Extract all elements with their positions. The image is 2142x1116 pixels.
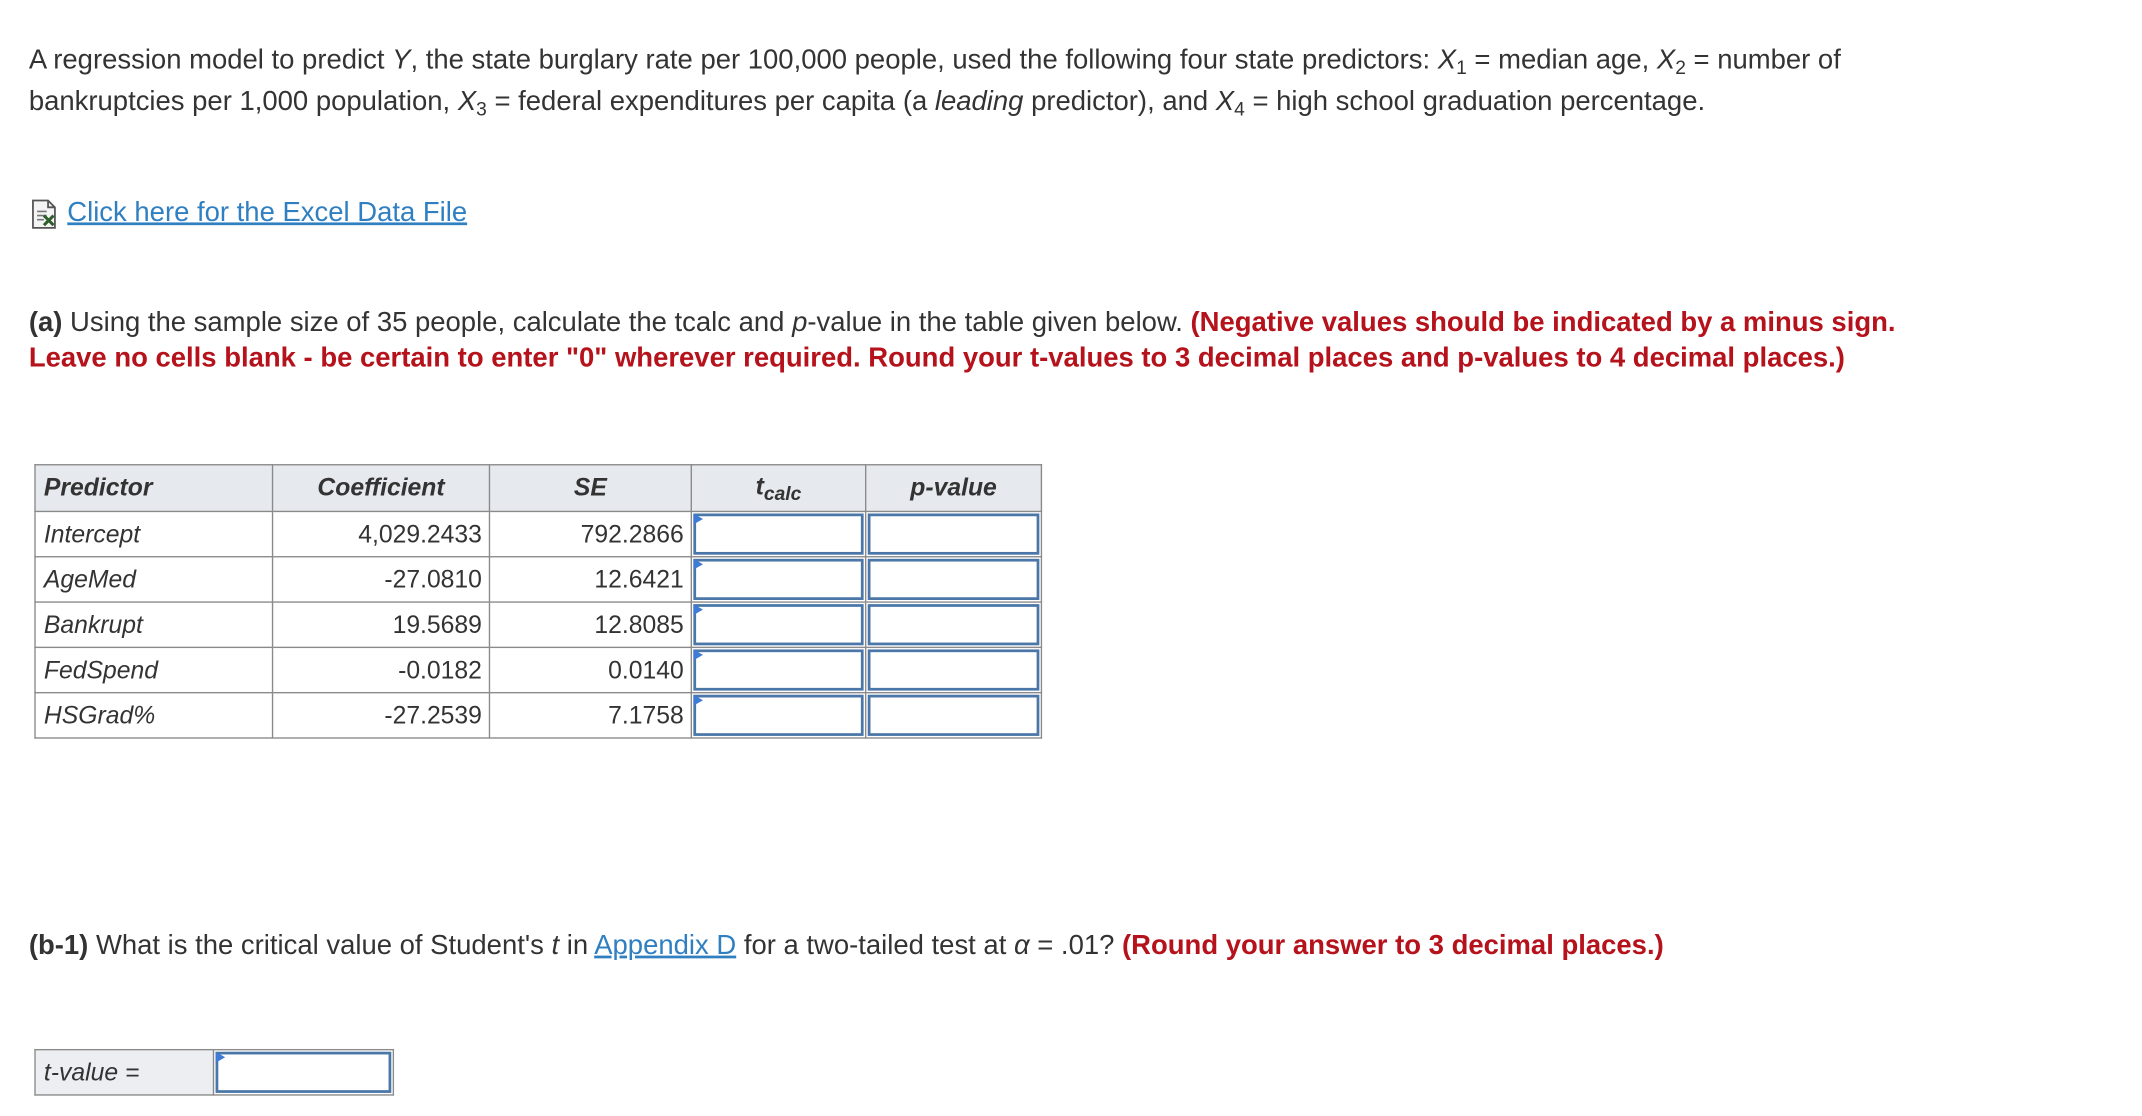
input-marker-icon	[693, 649, 703, 660]
header-pvalue: p-value	[866, 465, 1042, 512]
excel-data-link-text[interactable]: Click here for the Excel Data File	[67, 197, 468, 228]
pvalue-input[interactable]	[866, 693, 1042, 738]
table-row	[35, 693, 1041, 738]
header-coefficient: Coefficient	[273, 465, 490, 512]
pvalue-input[interactable]	[866, 647, 1042, 692]
header-predictor: Predictor	[35, 465, 273, 512]
predictor-cell: FedSpend	[35, 647, 273, 692]
coefficient-cell: -27.2539	[273, 693, 490, 738]
tcalc-input[interactable]	[691, 693, 865, 738]
coefficient-cell: 4,029.2433	[273, 511, 490, 556]
tcalc-input[interactable]	[691, 602, 865, 647]
part-a-instruction: (Negative values should be indicated by a minus sign. Leave no cells blank - be certain to enter "0" wherever required. Round your t-values to 3 decimal places and p-values to 4 decimal places.)	[28, 307, 1896, 374]
tcalc-input[interactable]	[691, 647, 865, 692]
se-cell: 12.8085	[489, 602, 691, 647]
header-se: SE	[489, 465, 691, 512]
input-marker-icon	[216, 1052, 226, 1063]
t-value-input[interactable]	[214, 1050, 394, 1095]
table-row	[35, 602, 1041, 647]
input-marker-icon	[693, 604, 703, 615]
tcalc-input[interactable]	[691, 511, 865, 556]
tcalc-input[interactable]	[691, 557, 865, 602]
se-cell: 0.0140	[489, 647, 691, 692]
predictor-cell: Bankrupt	[35, 602, 273, 647]
excel-file-icon	[29, 198, 59, 228]
excel-data-link[interactable]	[29, 198, 467, 230]
problem-statement: A regression model to predict Y, the state burglary rate per 100,000 people, used the following four state predictors: $X_1$ = median age, $X_2$ = number of bankruptcies per 1,000 population, $X_3$ = federal expenditures per capita (a leading predictor), and $X_4$ = high school graduation percentage.	[28, 45, 1841, 119]
header-tcalc: $t_{calc}$	[691, 465, 865, 512]
predictor-cell: HSGrad%	[35, 693, 273, 738]
pvalue-input[interactable]	[866, 511, 1042, 556]
part-b1-instruction: (Round your answer to 3 decimal places.)	[1122, 930, 1664, 962]
pvalue-input[interactable]	[866, 602, 1042, 647]
se-cell: 792.2866	[489, 511, 691, 556]
part-a-question: (a) Using the sample size of 35 people, calculate the tcalc and p-value in the table given below. (Negative values should be indicated by a minus sign. Leave no cells blank - be certain to enter "0" wherever required. Round your t-values to 3 decimal places and p-values to 4 decimal places.)	[28, 307, 1896, 374]
appendix-d-link[interactable]: Appendix D	[594, 930, 737, 962]
part-b1-question: (b-1) What is the critical value of Student's t in Appendix D for a two-tailed test at α = .01? (Round your answer to 3 decimal places.)	[28, 930, 1664, 962]
se-cell: 12.6421	[489, 557, 691, 602]
table-row	[35, 511, 1041, 556]
input-marker-icon	[693, 514, 703, 525]
se-cell: 7.1758	[489, 693, 691, 738]
table-header-row	[35, 465, 1041, 512]
t-value-label: t-value =	[35, 1050, 213, 1095]
t-value-answer	[34, 1049, 394, 1096]
coefficient-cell: -27.0810	[273, 557, 490, 602]
regression-table	[34, 464, 1042, 739]
table-row	[35, 647, 1041, 692]
input-marker-icon	[693, 695, 703, 706]
predictor-cell: Intercept	[35, 511, 273, 556]
predictor-cell: AgeMed	[35, 557, 273, 602]
pvalue-input[interactable]	[866, 557, 1042, 602]
coefficient-cell: 19.5689	[273, 602, 490, 647]
input-marker-icon	[693, 559, 703, 570]
table-row	[35, 557, 1041, 602]
coefficient-cell: -0.0182	[273, 647, 490, 692]
